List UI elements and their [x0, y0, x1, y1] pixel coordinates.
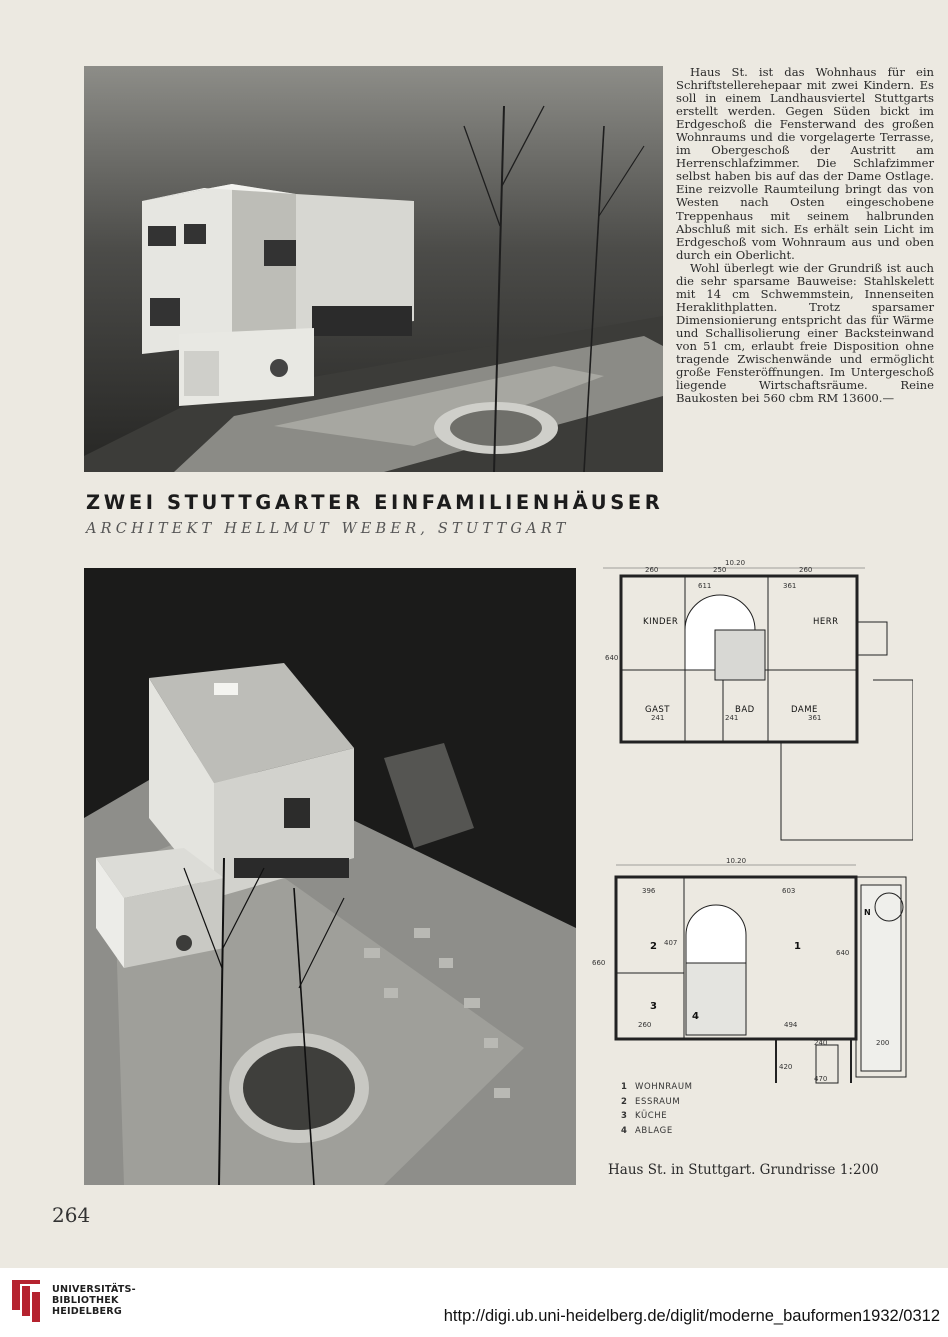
article-headline: ZWEI STUTTGARTER EINFAMILIENHÄUSER — [86, 491, 664, 514]
lower-dim-10: 470 — [814, 1075, 828, 1083]
upper-dim-9: 241 — [725, 714, 739, 722]
plan-legend — [621, 1080, 693, 1138]
room-herr: HERR — [813, 617, 839, 627]
lower-dim-3: 407 — [664, 939, 678, 947]
lower-dim-9: 420 — [779, 1063, 793, 1071]
model-photo-bottom — [84, 568, 576, 1185]
architect-subline: ARCHITEKT HELLMUT WEBER, STUTTGART — [86, 521, 570, 537]
source-url-link[interactable]: http://digi.ub.uni-heidelberg.de/diglit/moderne_bauformen1932/0312 — [443, 1307, 940, 1325]
article-body — [676, 66, 934, 405]
legend-item: 4 ABLAGE — [621, 1125, 673, 1136]
lower-dim-7: 240 — [814, 1039, 828, 1047]
library-logo-icon — [10, 1276, 48, 1332]
room-gast: GAST — [645, 705, 670, 715]
lower-dim-2: 603 — [782, 887, 796, 895]
upper-dim-2: 250 — [713, 566, 727, 574]
legend-item: 1 WOHNRAUM — [621, 1082, 693, 1092]
lower-dim-1: 396 — [642, 887, 656, 895]
upper-dim-4: 260 — [799, 566, 813, 574]
library-name: UNIVERSITÄTS- BIBLIOTHEK HEIDELBERG — [52, 1284, 136, 1317]
plan-num-4: 4 — [692, 1011, 699, 1022]
library-footer — [0, 1268, 948, 1337]
ground-floor-plan — [586, 855, 912, 1085]
room-kinder: KINDER — [643, 617, 679, 627]
lower-dim-5: 260 — [638, 1021, 652, 1029]
lower-dim-4: 640 — [836, 949, 850, 957]
room-bad: BAD — [735, 705, 755, 715]
lower-dim-8: 200 — [876, 1039, 890, 1047]
plan-num-3: 3 — [650, 1001, 657, 1012]
legend-item: 3 KÜCHE — [621, 1111, 668, 1121]
north-label: N — [864, 908, 871, 917]
upper-dim-7: 640 — [605, 654, 619, 662]
plan-num-1: 1 — [794, 941, 801, 952]
figure-caption: Haus St. in Stuttgart. Grundrisse 1:200 — [608, 1162, 879, 1178]
body-paragraph-1: Haus St. ist das Wohnhaus für ein Schriftstellerehepaar mit zwei Kindern. Es soll in einem Landhausviertel Stuttgarts erstellt werden. Gegen Süden bickt im Erdgeschoß die Fensterwand des großen Wohnraums und die vorgelagerte Terrasse, im Obergeschoß der Austritt am Herrenschlafzimmer. Die Schlafzimmer selbst haben bis auf das der Dame Ostlage. Eine reizvolle Raumteilung bringt das von Westen nach Osten eingeschobene Treppenhaus mit seinem halbrunden Abschluß mit sich. Es erhält sein Licht im Erdgeschoß vom Wohnraum aus und oben durch ein Oberlicht. — [676, 65, 934, 262]
lower-dim-11: 660 — [592, 959, 606, 967]
lower-dim-6: 494 — [784, 1021, 798, 1029]
lower-dim-top: 10.20 — [726, 857, 747, 865]
legend-item: 2 ESSRAUM — [621, 1096, 681, 1107]
upper-floor-plan — [603, 560, 913, 842]
body-paragraph-2: Wohl überlegt wie der Grundriß ist auch die sehr sparsame Bauweise: Stahlskelett mit 14 cm Schwemmstein, Innenseiten Heraklithplatten. Trotz sparsamer Dimensionierung entspricht das für Wärme und Schallisolierung einer Backsteinwand von 51 cm, erlaubt freie Disposition ohne tragende Zwischenwände und ermöglicht große Fensteröffnungen. Im Untergeschoß liegende Wirtschaftsräume. Reine Baukosten bei 560 cbm RM 13600.— — [676, 260, 934, 406]
upper-dim-1: 260 — [645, 566, 659, 574]
upper-dim-5: 611 — [698, 582, 712, 590]
upper-dim-6: 361 — [783, 582, 797, 590]
upper-dim-10: 361 — [808, 714, 822, 722]
upper-dim-8: 241 — [651, 714, 665, 722]
room-dame: DAME — [791, 705, 818, 715]
upper-dim-3: 10.20 — [725, 560, 746, 567]
page-number: 264 — [52, 1203, 91, 1227]
model-photo-top — [84, 66, 663, 472]
plan-num-2: 2 — [650, 941, 657, 952]
